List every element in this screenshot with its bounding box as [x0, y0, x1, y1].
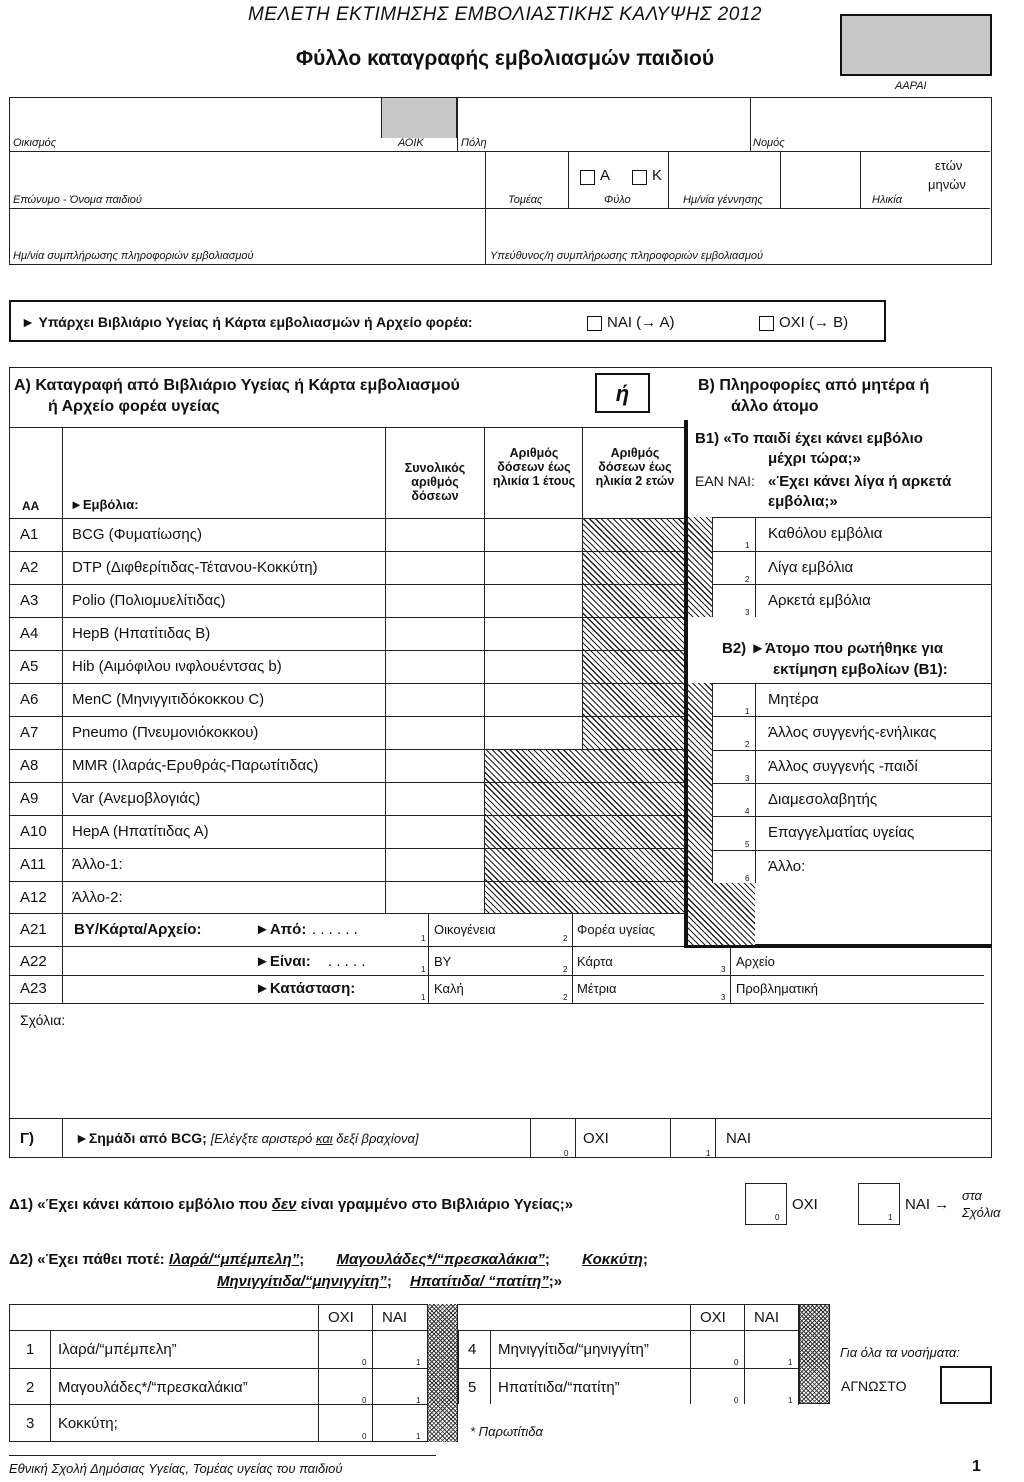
hatch-2y-upper [583, 518, 684, 749]
a22-code: Α22 [20, 953, 47, 970]
d2-all-diseases: Για όλα τα νοσήματα: [840, 1345, 960, 1360]
fill-date-label: Ημ/νία συμπλήρωσης πληροφοριών εμβολιασμού [13, 250, 254, 262]
b2-code: 6 [745, 873, 750, 883]
vaccine-name: Άλλο-1: [72, 856, 123, 873]
vaccine-code: Α1 [20, 526, 39, 543]
a23-state: ►Κατάσταση: [255, 980, 356, 997]
b1-row-line [712, 551, 992, 552]
vaccine-code: Α3 [20, 592, 39, 609]
disease-yes-code: 1 [416, 1432, 421, 1441]
or-box: ή [595, 373, 650, 413]
aarai-label: ΑΑΡΑΙ [895, 80, 927, 92]
b2-row-line [712, 816, 992, 817]
a21-code-1: 1 [421, 934, 426, 943]
g-question: ►Σημάδι από BCG; [Ελέγξτε αριστερό και δεξί βραχίονα] [75, 1130, 419, 1146]
years-label: ετών [935, 158, 963, 173]
d1-question: Δ1) «Έχει κάνει κάποιο εμβόλιο που δεν είναι γραμμένο στο Βιβλιάριο Υγείας;» [9, 1196, 574, 1213]
a21-family: Οικογένεια [434, 922, 496, 937]
table-row-line [9, 584, 684, 585]
col-total-doses: Συνολικός αριθμός δόσεων [404, 461, 466, 503]
hatch-1y-2y-lower [485, 749, 684, 914]
a21-label: ΒΥ/Κάρτα/Αρχείο: [74, 921, 202, 938]
table-row-line [9, 551, 684, 552]
vaccine-name: MenC (Μηνιγγιτιδόκοκκου C) [72, 691, 265, 708]
vaccine-name: Hib (Αιμόφιλου ινφλουέντσας b) [72, 658, 282, 675]
col-aa: ΑΑ [22, 499, 40, 513]
dob-label: Ημ/νία γέννησης [683, 194, 763, 206]
disease-no-code: 0 [734, 1358, 739, 1367]
booklet-no-checkbox[interactable] [759, 316, 774, 331]
a22-card: Κάρτα [577, 954, 613, 969]
table-row-line [9, 716, 684, 717]
a23-code: Α23 [20, 980, 47, 997]
table-row-line [9, 650, 684, 651]
sex-female-checkbox[interactable] [632, 170, 647, 185]
disease-number: 5 [468, 1379, 477, 1396]
d2-hatch-mid [427, 1304, 458, 1442]
b1-row-line [712, 517, 992, 518]
disease-number: 2 [26, 1379, 35, 1396]
vaccine-name: DTP (Διφθερίτιδας-Τέτανου-Κοκκύτη) [72, 559, 318, 576]
a21-dots[interactable]: . . . . . . [312, 921, 358, 938]
a23-code-2: 2 [563, 993, 568, 1002]
vaccine-name: MMR (Ιλαράς-Ερυθράς-Παρωτίτιδας) [72, 757, 319, 774]
d2-no-left: ΟΧΙ [328, 1309, 354, 1326]
d2-question-2: Μηνιγγίτιδα/“μηνιγγίτη”; Ηπατίτιδα/ “πατίτη”;» [217, 1273, 563, 1290]
b2-option: Επαγγελματίας υγείας [768, 824, 915, 842]
a23-good: Καλή [434, 981, 464, 996]
b2-option: Μητέρα [768, 691, 819, 708]
aoik-box[interactable] [381, 98, 457, 138]
b1-row-line [712, 584, 992, 585]
vaccine-name: Var (Ανεμοβλογιάς) [72, 790, 201, 807]
vaccine-code: Α7 [20, 724, 39, 741]
a21-provider: Φορέα υγείας [577, 922, 655, 937]
disease-name: Μαγουλάδες*/“πρεσκαλάκια” [58, 1379, 248, 1396]
booklet-question: ► Υπάρχει Βιβλιάριο Υγείας ή Κάρτα εμβολιασμών ή Αρχείο φορέα: [21, 314, 473, 330]
vaccine-code: Α2 [20, 559, 39, 576]
section-a-title: Α) Καταγραφή από Βιβλιάριο Υγείας ή Κάρτα εμβολιασμού [14, 377, 460, 394]
settlement-label: Οικισμός [13, 137, 57, 149]
b2-option: Διαμεσολαβητής [768, 790, 878, 808]
disease-no-code: 0 [362, 1358, 367, 1367]
d1-to: στα [962, 1188, 982, 1203]
g-code-0: 0 [564, 1149, 569, 1158]
b1-code: 3 [745, 608, 750, 617]
vaccine-name: HepB (Ηπατίτιδας Β) [72, 625, 211, 642]
d2-hatch-right [799, 1304, 830, 1404]
disease-yes-code: 1 [416, 1396, 421, 1405]
section-b-title: Β) Πληροφορίες από μητέρα ή [698, 377, 930, 394]
b1-code: 1 [745, 541, 750, 550]
booklet-no-label: ΟΧΙ (→ Β) [779, 314, 849, 331]
vaccine-name: Pneumo (Πνευμονιόκοκκου) [72, 724, 259, 741]
d1-no-box[interactable] [745, 1183, 787, 1225]
b2-code: 4 [745, 806, 750, 816]
footer-text: Εθνική Σχολή Δημόσιας Υγείας, Τομέας υγείας του παιδιού [9, 1461, 343, 1476]
disease-yes-code: 1 [788, 1358, 793, 1367]
b2-code: 1 [745, 707, 750, 716]
study-title: ΜΕΛΕΤΗ ΕΚΤΙΜΗΣΗΣ ΕΜΒΟΛΙΑΣΤΙΚΗΣ ΚΑΛΥΨΗΣ 2012 [248, 4, 762, 25]
aoik-label: ΑΟΙΚ [398, 137, 424, 149]
age-label: Ηλικία [872, 194, 903, 206]
d1-no: ΟΧΙ [792, 1196, 818, 1213]
b2-row-line [712, 850, 992, 851]
section-b-title-2: άλλο άτομο [731, 398, 819, 415]
g-no: ΟΧΙ [583, 1130, 609, 1147]
b2-row-line [712, 683, 992, 684]
b2-option: Άλλος συγγενής-ενήλικας [768, 724, 937, 742]
b1-followup: «Έχει κάνει λίγα ή αρκετά [768, 473, 952, 490]
vaccine-name: Polio (Πολιομυελίτιδας) [72, 592, 226, 609]
a21-code-2: 2 [563, 934, 568, 943]
a22-dots[interactable]: . . . . . [328, 953, 366, 970]
sex-male-checkbox[interactable] [580, 170, 595, 185]
disease-name: Ηπατίτιδα/“πατίτη” [498, 1379, 620, 1396]
b2-question-2: εκτίμηση εμβολίων (Β1): [773, 661, 948, 678]
vaccine-code: Α11 [20, 856, 46, 873]
a22-code-1: 1 [421, 965, 426, 974]
b2-code: 5 [745, 840, 750, 850]
vaccine-name: BCG (Φυματίωσης) [72, 526, 202, 543]
b2-row-line [712, 750, 992, 751]
disease-yes-code: 1 [416, 1358, 421, 1367]
disease-name: Κοκκύτη; [58, 1415, 118, 1432]
vaccine-code: Α12 [20, 889, 47, 906]
disease-name: Ιλαρά/“μπέμπελη” [58, 1341, 177, 1358]
a22-archive: Αρχείο [736, 954, 775, 969]
disease-yes-code: 1 [788, 1396, 793, 1405]
child-name-label: Επώνυμο - Όνομα παιδιού [13, 194, 142, 206]
b2-code: 2 [745, 740, 750, 750]
g-label: Γ) [20, 1130, 35, 1147]
section-a-title-2: ή Αρχείο φορέα υγείας [48, 398, 220, 415]
booklet-yes-checkbox[interactable] [587, 316, 602, 331]
b1-question-2: μέχρι τώρα;» [768, 450, 861, 467]
disease-name: Μηνιγγίτιδα/“μηνιγγίτη” [498, 1341, 649, 1358]
b2-option: Άλλο: [768, 857, 806, 875]
b2-row-line [712, 783, 992, 784]
sector-label: Τομέας [508, 194, 543, 206]
a23-medium: Μέτρια [577, 981, 617, 996]
a21-from: ►Από: [255, 921, 307, 938]
b2-option: Άλλος συγγενής -παιδί [768, 757, 918, 775]
b1-if-yes: ΕΑΝ ΝΑΙ: [695, 473, 755, 489]
d1-code-1: 1 [888, 1213, 893, 1222]
d1-yes: ΝΑΙ → [905, 1196, 950, 1213]
demographics-box [9, 97, 992, 265]
disease-no-code: 0 [362, 1432, 367, 1441]
a22-code-2: 2 [563, 965, 568, 974]
disease-number: 4 [468, 1341, 477, 1358]
months-label: μηνών [928, 177, 966, 192]
table-row-line [9, 683, 684, 684]
sex-label: Φύλο [604, 194, 631, 206]
a22-code-3: 3 [721, 965, 726, 974]
booklet-yes-label: ΝΑΙ (→ Α) [607, 314, 675, 331]
a21-code: Α21 [20, 921, 47, 938]
vaccine-code: Α8 [20, 757, 39, 774]
table-row-line [9, 518, 684, 519]
g-yes: ΝΑΙ [726, 1130, 752, 1147]
d2-footnote: * Παρωτίτιδα [470, 1424, 543, 1439]
responsible-label: Υπεύθυνος/η συμπλήρωσης πληροφοριών εμβολιασμού [490, 250, 764, 262]
d1-code-0: 0 [775, 1213, 780, 1222]
vaccine-code: Α4 [20, 625, 39, 642]
d2-unknown-box[interactable] [940, 1366, 992, 1404]
d2-question: Δ2) «Έχει πάθει ποτέ: Ιλαρά/“μπέμπελη”; Μαγουλάδες*/“πρεσκαλάκια”; Κοκκύτη; [9, 1251, 648, 1268]
vaccine-code: Α10 [20, 823, 47, 840]
page-number: 1 [972, 1458, 981, 1475]
d1-yes-box[interactable] [858, 1183, 900, 1225]
b1-option: Αρκετά εμβόλια [768, 592, 871, 609]
table-row-line [9, 848, 684, 849]
col-vaccines: ►Εμβόλια: [70, 497, 139, 512]
table-row-line [9, 815, 684, 816]
table-row-line [9, 617, 684, 618]
vaccine-code: Α5 [20, 658, 39, 675]
sex-female-label: Κ [652, 167, 663, 184]
vaccine-name: HepA (Ηπατίτιδας Α) [72, 823, 209, 840]
d2-yes-left: ΝΑΙ [382, 1309, 408, 1326]
sex-male-label: Α [600, 167, 611, 184]
col-doses-2y: Αριθμός δόσεων έως ηλικία 2 ετών [595, 446, 675, 488]
disease-number: 3 [26, 1415, 35, 1432]
disease-no-code: 0 [362, 1396, 367, 1405]
vaccine-name: Άλλο-2: [72, 889, 123, 906]
b1-option: Λίγα εμβόλια [768, 558, 854, 576]
form-title: Φύλλο καταγραφής εμβολιασμών παιδιού [295, 47, 715, 70]
a23-code-1: 1 [421, 993, 426, 1002]
g-code-1: 1 [706, 1149, 711, 1158]
disease-number: 1 [26, 1341, 35, 1358]
b1-question: Β1) «Το παιδί έχει κάνει εμβόλιο [695, 430, 923, 447]
d1-comments: Σχόλια [962, 1205, 1001, 1220]
vaccine-code: Α6 [20, 691, 39, 708]
b1-followup-2: εμβόλια;» [768, 493, 838, 510]
table-row-line [9, 749, 684, 750]
col-doses-1y: Αριθμός δόσεων έως ηλικία 1 έτους [492, 446, 576, 488]
comments-label: Σχόλια: [20, 1012, 66, 1028]
city-label: Πόλη [461, 137, 487, 149]
d2-no-right: ΟΧΙ [700, 1309, 726, 1326]
a22-by: ΒΥ [434, 954, 452, 969]
b2-code: 3 [745, 773, 750, 783]
a23-code-3: 3 [721, 993, 726, 1002]
aarai-box[interactable] [840, 14, 992, 76]
a22-is: ►Είναι: [255, 953, 311, 970]
table-row-line [9, 881, 684, 882]
disease-no-code: 0 [734, 1396, 739, 1405]
b1-code: 2 [745, 574, 750, 584]
d2-yes-right: ΝΑΙ [754, 1309, 780, 1326]
a23-problematic: Προβληματική [736, 981, 818, 996]
table-row-line [9, 782, 684, 783]
d2-unknown: ΑΓΝΩΣΤΟ [841, 1378, 907, 1394]
b1-option: Καθόλου εμβόλια [768, 525, 883, 542]
prefecture-label: Νομός [753, 137, 785, 149]
booklet-question-box [9, 300, 886, 342]
b1-code-column [712, 517, 756, 617]
b2-row-line [712, 716, 992, 717]
vaccine-code: Α9 [20, 790, 39, 807]
b2-question: Β2) ►Άτομο που ρωτήθηκε για [722, 640, 944, 657]
